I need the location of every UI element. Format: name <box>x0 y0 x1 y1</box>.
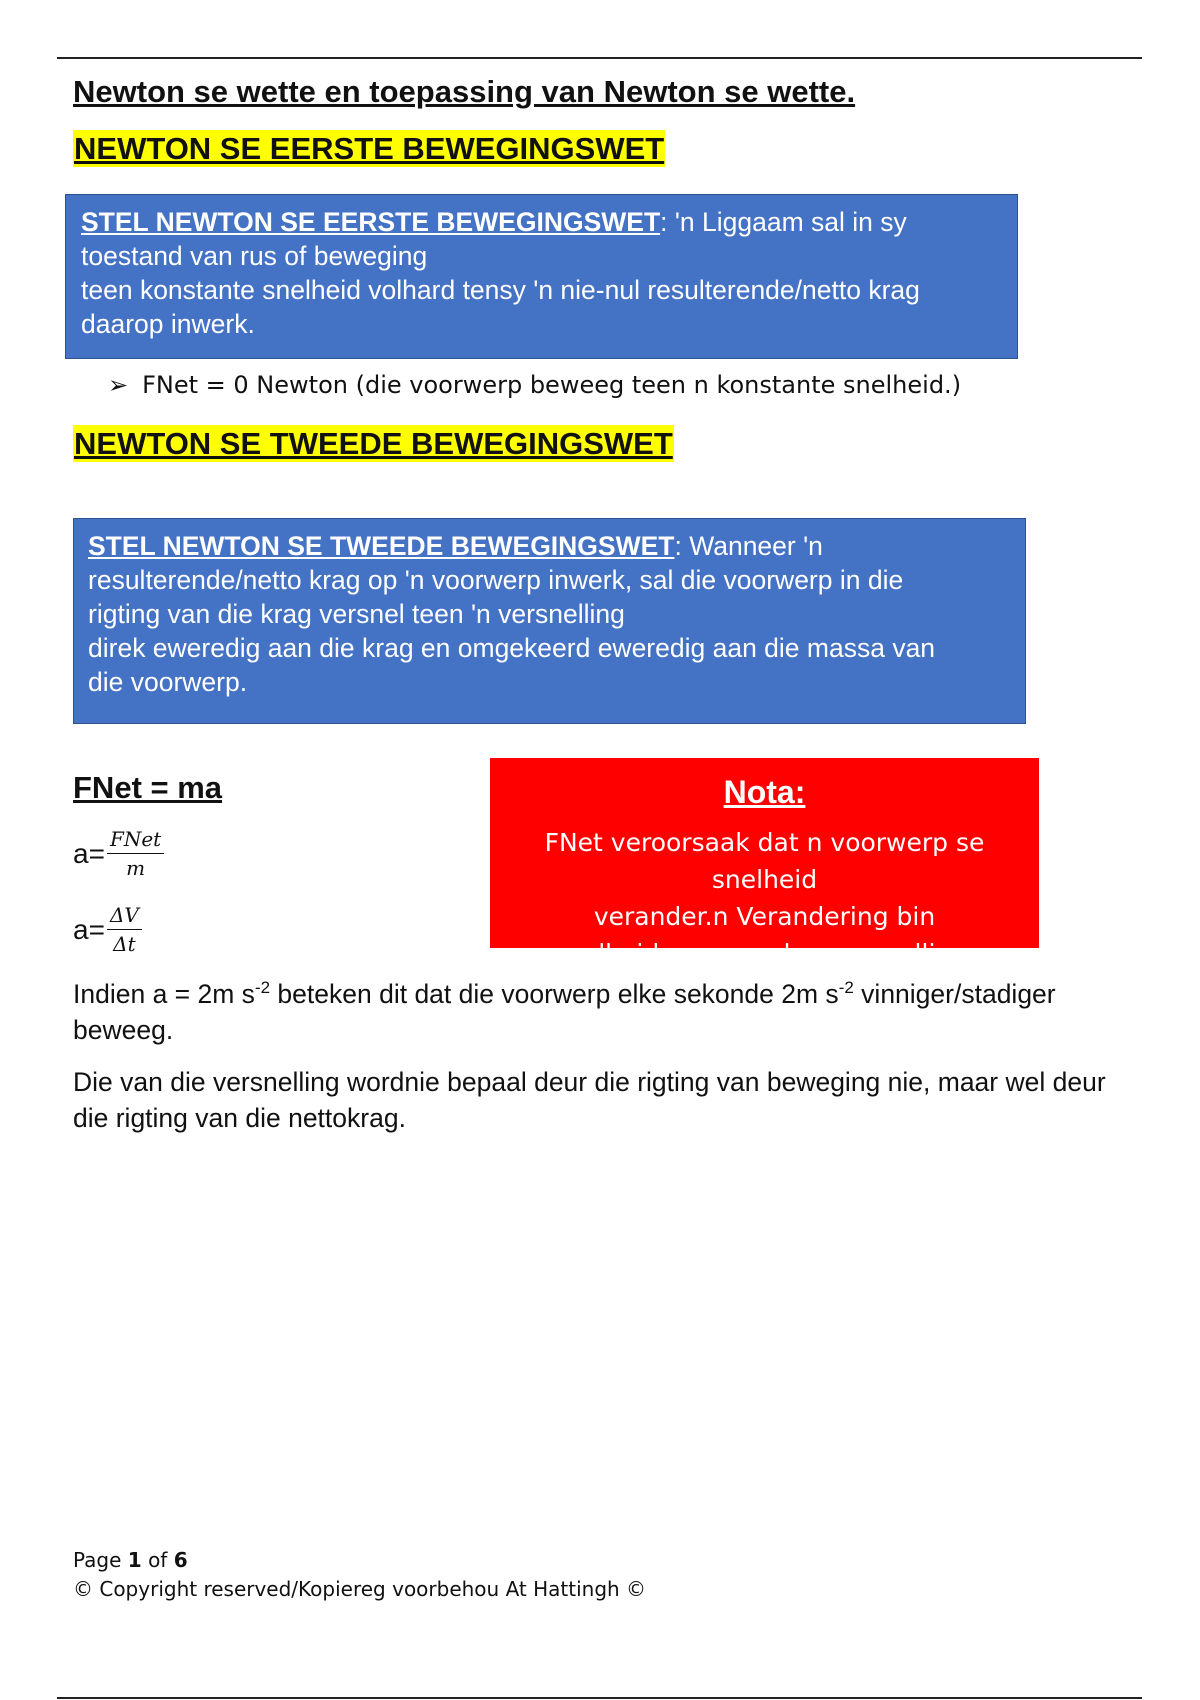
para1-sup1: -2 <box>254 978 271 998</box>
of-word: of <box>148 1548 168 1572</box>
eq2-lhs: a= <box>73 913 105 945</box>
first-law-text-1: : 'n Liggaam sal in sy <box>660 207 907 237</box>
direction-paragraph: Die van die versnelling wordnie bepaal deur die rigting van beweging nie, maar wel deur die rigting van die nettokrag. <box>73 1067 1106 1133</box>
first-law-heading: NEWTON SE EERSTE BEWEGINGSWET <box>74 131 665 166</box>
first-law-label: STEL NEWTON SE EERSTE BEWEGINGSWET <box>81 207 661 237</box>
second-law-text-3: rigting van die krag versnel teen 'n versnelling <box>88 599 625 629</box>
page-word: Page <box>73 1548 122 1572</box>
note-box <box>490 758 1039 968</box>
second-law-text-4: direk eweredig aan die krag en omgekeerd eweredig aan die massa van <box>88 633 936 663</box>
eq1-fraction <box>107 825 164 882</box>
fnet-zero-bullet <box>108 371 961 399</box>
bottom-rule <box>57 1697 1142 1699</box>
first-law-text-3: teen konstante snelheid volhard tensy 'n nie-nul resulterende/netto krag <box>81 275 920 305</box>
fnet-zero-text: FNet = 0 Newton (die voorwerp beweeg teen n konstante snelheid.) <box>142 371 962 399</box>
para1-part1: Indien a = 2m s <box>73 979 255 1009</box>
note-title: Nota: <box>723 774 806 810</box>
top-rule <box>57 57 1142 59</box>
eq2-numerator: ΔV <box>107 901 142 930</box>
note-line-1: FNet veroorsaak dat n voorwerp se snelheid <box>544 828 985 894</box>
page-current: 1 <box>127 1548 142 1572</box>
note-line-2: verander.n Verandering bin <box>593 902 936 931</box>
note-body <box>490 824 1039 972</box>
first-law-text-4: daarop inwerk. <box>81 309 255 339</box>
page-total: 6 <box>173 1548 188 1572</box>
acceleration-velocity-equation <box>73 901 142 958</box>
para1-part2: beteken dit dat die voorwerp elke sekonde 2m s <box>270 979 839 1009</box>
second-law-label: STEL NEWTON SE TWEEDE BEWEGINGSWET <box>88 531 675 561</box>
eq1-lhs: a= <box>73 837 105 869</box>
para1-sup2: -2 <box>838 978 854 998</box>
second-law-text-2: resulterende/netto krag op 'n voorwerp inwerk, sal die voorwerp in die <box>88 565 904 595</box>
second-law-definition-box <box>73 518 1026 724</box>
eq1-denominator: m <box>126 856 146 880</box>
copyright-notice: © Copyright reserved/Kopiereg voorbehou At Hattingh © <box>73 1577 647 1601</box>
first-law-text-2: toestand van rus of beweging <box>81 241 428 271</box>
note-line-3: snelheidveroorsaak n versnelling. <box>553 939 976 968</box>
acceleration-force-equation <box>73 825 164 882</box>
eq1-numerator: FNet <box>107 825 164 854</box>
fnet-formula: FNet = ma <box>73 770 223 805</box>
second-law-text-5: die voorwerp. <box>88 667 248 697</box>
arrow-bullet-icon: ➢ <box>108 371 129 399</box>
page-number <box>73 1548 188 1572</box>
page-title: Newton se wette en toepassing van Newton se wette. <box>73 74 856 109</box>
second-law-heading: NEWTON SE TWEEDE BEWEGINGSWET <box>74 426 673 461</box>
eq2-denominator: Δt <box>113 932 136 956</box>
para1-part3: vinniger/stadiger beweeg. <box>73 979 1056 1045</box>
eq2-fraction <box>107 901 142 958</box>
first-law-definition-box <box>65 194 1018 359</box>
acceleration-example-paragraph <box>73 976 1143 1048</box>
second-law-text-1: : Wanneer 'n <box>674 531 823 561</box>
